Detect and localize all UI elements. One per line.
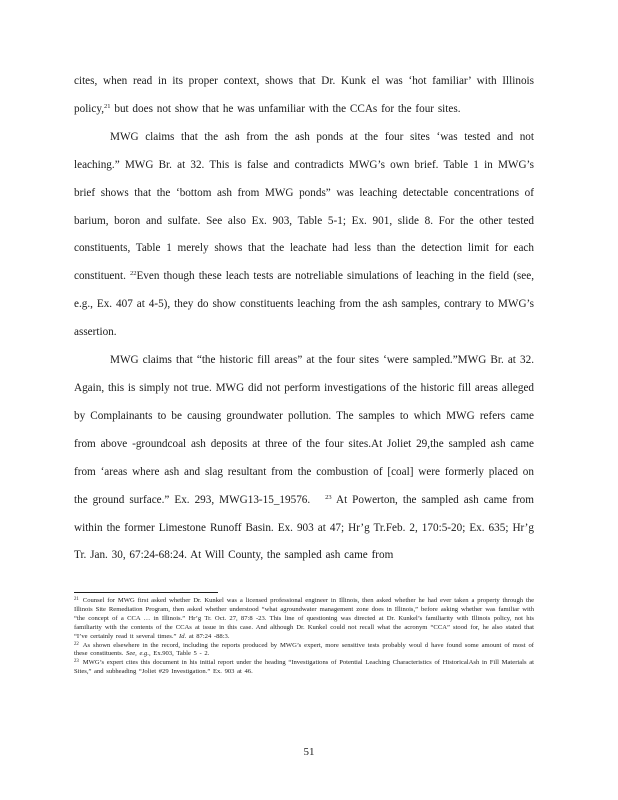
paragraph-3-text-after: At Powerton, the sampled ash came from within the former Limestone Runoff Basin. Ex. 903 at 47; Hr’g Tr.Feb. 2, 170:5-20; Ex. 635; Hr’g Tr. Jan. 30, 67:24-68:24. At Will County, the sampled ash came from xyxy=(74,493,534,562)
footnote-21 xyxy=(74,597,534,642)
footnote-22-cite-rest: Ex.903, Table 5 - 2. xyxy=(150,650,210,658)
footnote-21-cite-rest: . at 87:24 -88:3. xyxy=(184,632,230,640)
footnote-23 xyxy=(74,659,534,677)
paragraph-1 xyxy=(74,68,534,124)
paragraph-3 xyxy=(74,347,534,570)
paragraph-1-text-before: cites, when read in its proper context, shows that Dr. Kunk el was ‘hot familiar’ with Illinois policy, xyxy=(74,75,534,115)
paragraph-2-text-before: MWG claims that the ash from the ash ponds at the four sites ‘was tested and not leaching.” MWG Br. at 32. This is false and contradicts MWG’s own brief. Table 1 in MWG’s brief shows that the ‘bottom ash from MWG ponds” was leaching detectable concentrations of barium, boron and sulfate. See also Ex. 903, Table 5-1; Ex. 901, slide 8. For the other tested constituents, Table 1 merely shows that the leachate had less than the detection limit for each constituent. xyxy=(74,130,534,283)
footnote-number-22: 22 xyxy=(74,641,79,647)
footnote-22-cite-italic: See, e.g., xyxy=(126,650,151,658)
footnote-23-text: MWG’s expert cites this document in his initial report under the heading “Investigations of Potential Leaching Characteristics of HistoricalAsh in Fill Materials at Sites,” and subheading “Joliet #29 Investigation.” Ex. 903 at 46. xyxy=(74,659,534,676)
paragraph-2 xyxy=(74,124,534,347)
footnote-21-cite-italic: Id xyxy=(179,632,185,640)
footnote-22-text: As shown elsewhere in the record, including the reports produced by MWG’s expert, more sensitive tests probably woul d have found some amount of most of these constituents. xyxy=(74,641,534,658)
paragraph-3-text-before: MWG claims that “the historic fill areas” at the four sites ‘were sampled.”MWG Br. at 32. Again, this is simply not true. MWG did not perform investigations of the historic fill areas alleged by Complainants to be causing groundwater pollution. The samples to which MWG refers came from above -groundcoal ash deposits at three of the four sites.At Joliet 29,the sampled ash came from ‘areas where ash and slag resultant from the combustion of [coal] were formerly placed on the ground surface.” Ex. 293, MWG13-15_19576. xyxy=(74,354,534,506)
footnote-number-23: 23 xyxy=(74,659,79,665)
footnote-21-text: Counsel for MWG first asked whether Dr. Kunkel was a licensed professional engineer in Illinois, then asked whether he had ever taken a property through the Illinois Site Remediation Program, then asked whether understood “what agroundwater management zone does in Illinois,” before asking whether was familiar with “the concept of a CCA … in Illinois.” Hr’g Tr. Oct. 27, 87:8 -23. This line of questioning was directed at Dr. Kunkel’s familiarity with Illinois policy, not his familiarity with the contents of the CCAs at issue in this case. And although Dr. Kunkel could not recall what the acronym “CCA” stood for, he also stated that “I’ve certainly read it several times.” xyxy=(74,597,534,640)
footnote-number-21: 21 xyxy=(74,597,79,602)
footnote-ref-23[interactable]: 23 xyxy=(325,493,332,501)
footnote-22 xyxy=(74,642,534,660)
page-number: 51 xyxy=(303,746,315,758)
footnote-ref-21[interactable]: 21 xyxy=(104,102,111,110)
footnote-divider xyxy=(74,592,218,593)
footnote-ref-22[interactable]: 22 xyxy=(129,270,137,278)
body-text xyxy=(74,68,534,570)
footnotes xyxy=(74,597,534,677)
paragraph-1-text-after: but does not show that he was unfamiliar with the CCAs for the four sites. xyxy=(110,102,461,115)
paragraph-2-text-after: Even though these leach tests are notreliable simulations of leaching in the field (see, e.g., Ex. 407 at 4-5), they do show constituents leaching from the ash samples, contrary to MWG’s assertion. xyxy=(74,270,534,339)
